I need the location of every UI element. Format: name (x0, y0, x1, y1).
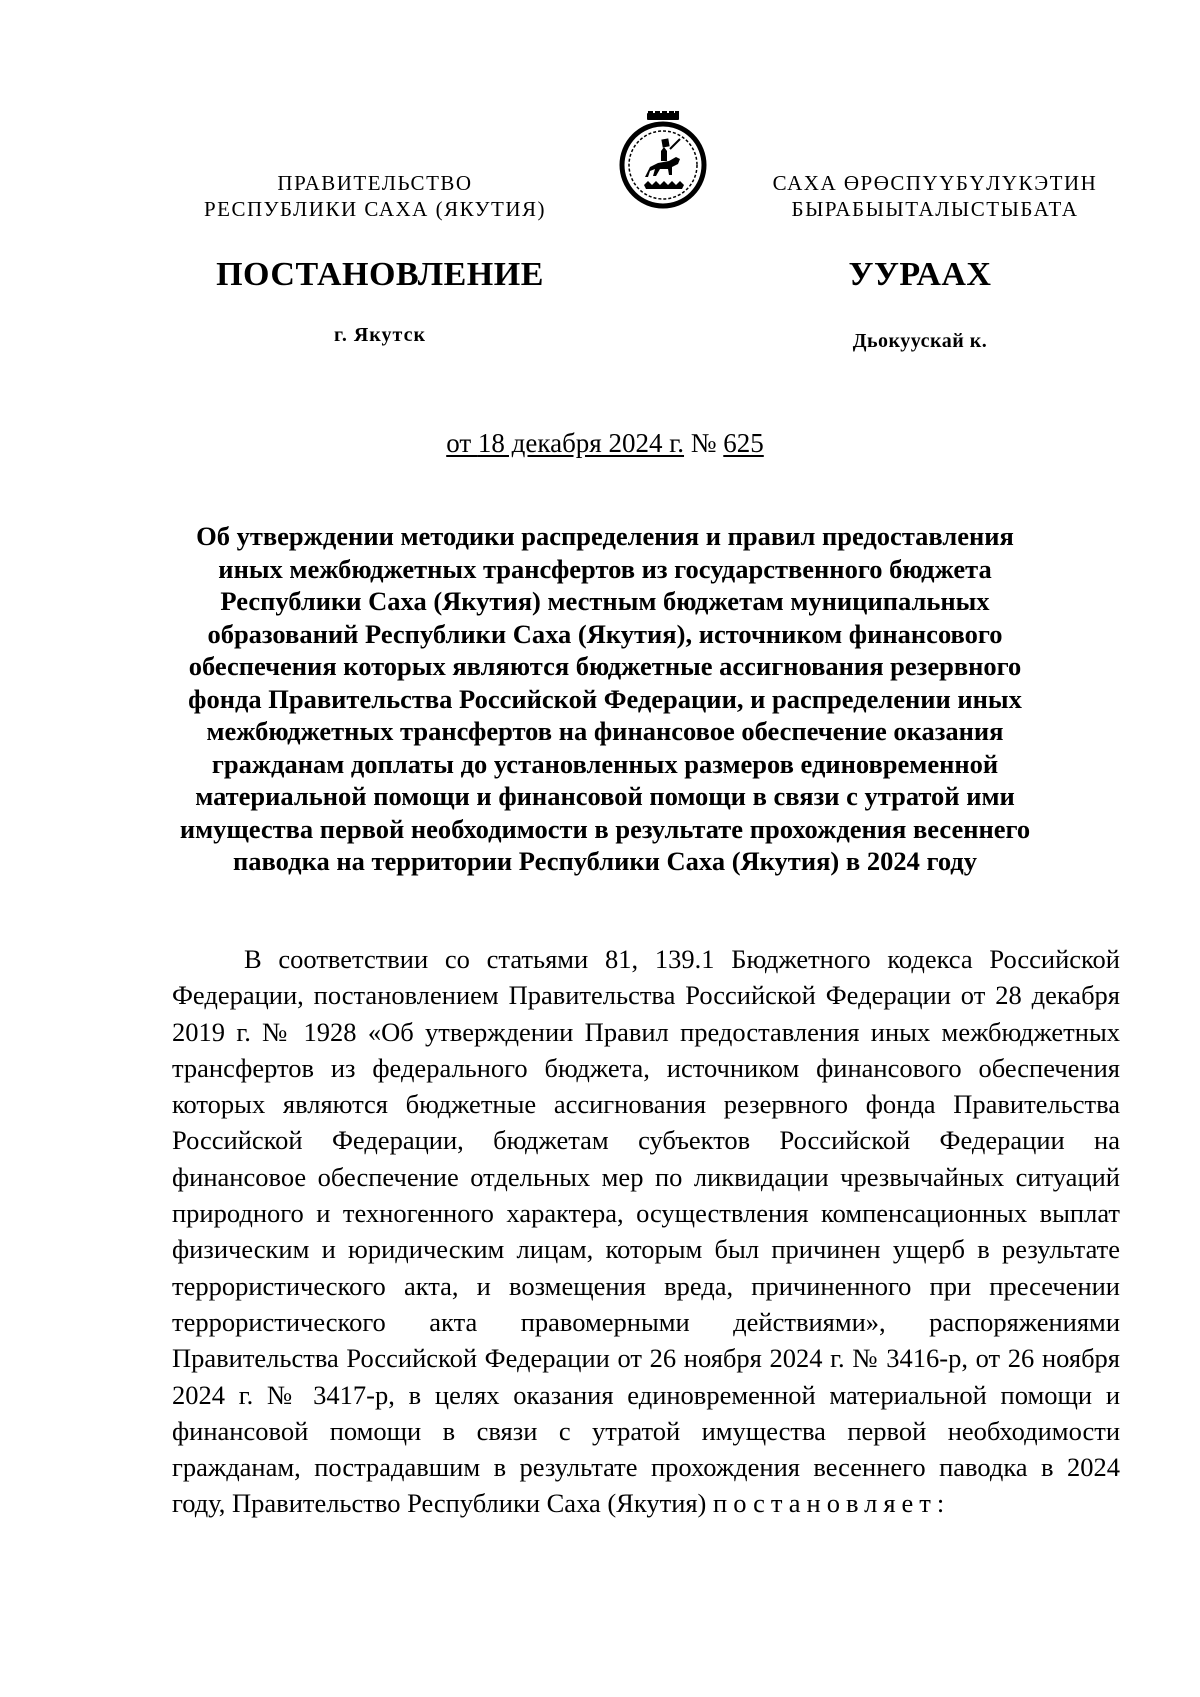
document-type-ru: ПОСТАНОВЛЕНИЕ (216, 256, 544, 293)
document-number: 625 (723, 428, 764, 458)
coat-of-arms-icon (614, 111, 712, 209)
government-name-ru (180, 170, 570, 222)
government-name-sakha (740, 170, 1130, 222)
decree-verb: постановляет: (713, 1488, 951, 1519)
government-name-ru-line1: ПРАВИТЕЛЬСТВО (277, 171, 473, 195)
document-date-number (170, 428, 1040, 459)
date-prefix: от (446, 428, 478, 458)
government-name-sakha-line2: БЫРАБЫЫТАЛЫСТЫБАТА (791, 197, 1079, 221)
city-sakha: Дьокуускай к. (852, 330, 988, 352)
preamble-paragraph (172, 941, 1120, 1522)
document-type-sakha: УУРААХ (848, 256, 992, 293)
number-sign: № (684, 428, 724, 458)
document-date: 18 декабря 2024 г. (477, 428, 685, 458)
city-ru: г. Якутск (334, 324, 426, 346)
preamble-text: В соответствии со статьями 81, 139.1 Бюджетного кодекса Российской Федерации, постановлением Правительства Российской Федерации от 28 декабря 2019 г. № 1928 «Об утверждении Правил предоставления иных межбюджетных трансфертов из федерального бюджета, источником финансового обеспечения которых являются бюджетные ассигнования резервного фонда Правительства Российской Федерации, бюджетам субъектов Российской Федерации на финансовое обеспечение отдельных мер по ликвидации чрезвычайных ситуаций природного и техногенного характера, осуществления компенсационных выплат физическим и юридическим лицам, которым был причинен ущерб в результате террористического акта, и возмещения вреда, причиненного при пресечении террористического акта правомерными действиями», распоряжениями Правительства Российской Федерации от 26 ноября 2024 г. № 3416-р, от 26 ноября 2024 г. № 3417-р, в целях оказания единовременной материальной помощи и финансовой помощи в связи с утратой имущества первой необходимости гражданам, пострадавшим в результате прохождения весеннего паводка в 2024 году, Правительство Республики Саха (Якутия) (172, 944, 1120, 1519)
document-title: Об утверждении методики распределения и правил предоставления иных межбюджетных трансфертов из государственного бюджета Республики Саха (Якутия) местным бюджетам муниципальных образований Республики Саха (Якутия), источником финансового обеспечения которых являются бюджетные ассигнования резервного фонда Правительства Российской Федерации, и распределении иных межбюджетных трансфертов на финансовое обеспечение оказания гражданам доплаты до установленных размеров единовременной материальной помощи и финансовой помощи в связи с утратой ими имущества первой необходимости в результате прохождения весеннего паводка на территории Республики Саха (Якутия) в 2024 году (179, 521, 1031, 876)
government-name-ru-line2: РЕСПУБЛИКИ САХА (ЯКУТИЯ) (203, 197, 547, 221)
government-name-sakha-line1: САХА ӨРӨСПҮҮБҮЛҮКЭТИН (772, 171, 1098, 195)
